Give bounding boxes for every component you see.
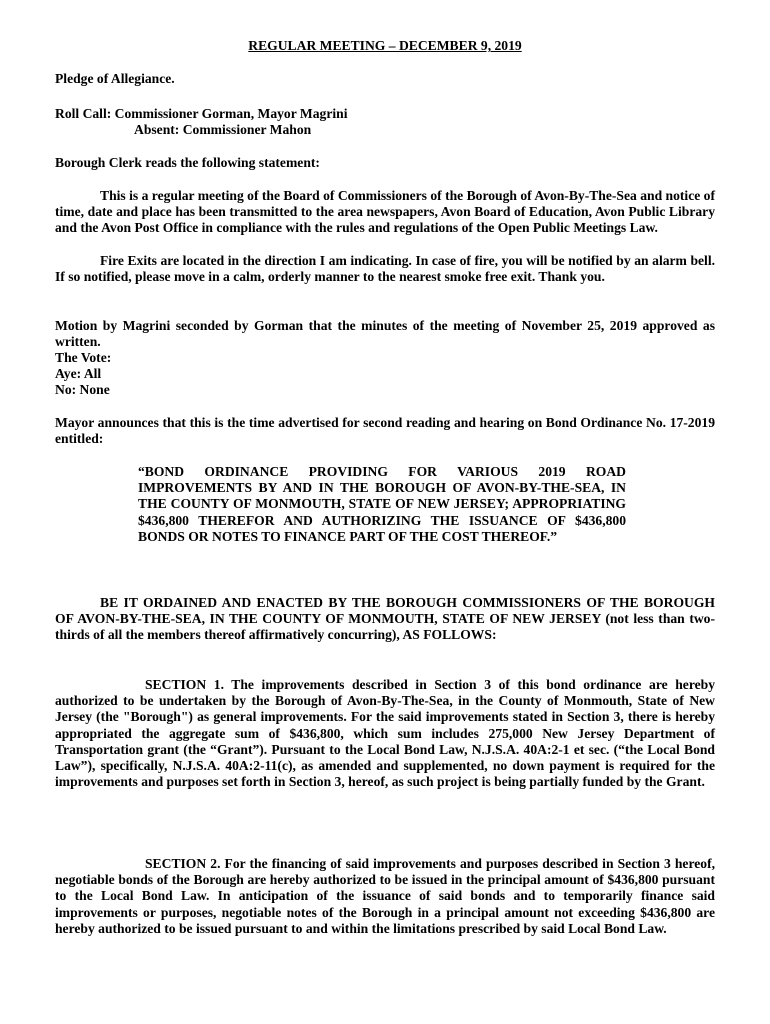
motion-paragraph: Motion by Magrini seconded by Gorman that the minutes of the meeting of November 25, 2019 approved as written. — [55, 318, 715, 350]
be-it-ordained-paragraph: BE IT ORDAINED AND ENACTED BY THE BOROUGH COMMISSIONERS OF THE BOROUGH OF AVON-BY-THE-SEA, IN THE COUNTY OF MONMOUTH, STATE OF NEW JERSEY (not less than two-thirds of all the members thereof affirmatively concurring), AS FOLLOWS: — [55, 595, 715, 643]
roll-call-block — [55, 106, 715, 138]
ordinance-title-quote: “BOND ORDINANCE PROVIDING FOR VARIOUS 2019 ROAD IMPROVEMENTS BY AND IN THE BOROUGH OF AVON-BY-THE-SEA, IN THE COUNTY OF MONMOUTH, STATE OF NEW JERSEY; APPROPRIATING $436,800 THEREFOR AND AUTHORIZING THE ISSUANCE OF $436,800 BONDS OR NOTES TO FINANCE PART OF THE COST THEREOF.” — [138, 464, 626, 544]
absent-line: Absent: Commissioner Mahon — [134, 122, 312, 138]
statement-paragraph-2: Fire Exits are located in the direction I am indicating. In case of fire, you will be notified by an alarm bell. If so notified, please move in a calm, orderly manner to the nearest smoke free exit. Thank you. — [55, 253, 715, 285]
clerk-intro: Borough Clerk reads the following statement: — [55, 155, 320, 170]
vote-no: No: None — [55, 382, 110, 398]
section-2-paragraph: SECTION 2. For the financing of said improvements and purposes described in Section 3 hereof, negotiable bonds of the Borough are hereby authorized to be issued in the principal amount of $436,800 pursuant to the Local Bond Law. In anticipation of the issuance of said bonds and to temporarily finance said improvements or purposes, negotiable notes of the Borough in a principal amount not exceeding $436,800 are hereby authorized to be issued pursuant to and within the limitations prescribed by said Local Bond Law. — [55, 856, 715, 936]
vote-block — [55, 350, 715, 399]
pledge-line: Pledge of Allegiance. — [55, 71, 175, 86]
vote-aye: Aye: All — [55, 366, 102, 382]
mayor-announcement: Mayor announces that this is the time advertised for second reading and hearing on Bond Ordinance No. 17-2019 entitled: — [55, 415, 715, 447]
statement-paragraph-1: This is a regular meeting of the Board of Commissioners of the Borough of Avon-By-The-Sea and notice of time, date and place has been transmitted to the area newspapers, Avon Board of Education, Avon Public Library and the Avon Post Office in compliance with the rules and regulations of the Open Public Meetings Law. — [55, 188, 715, 236]
section-1-paragraph: SECTION 1. The improvements described in Section 3 of this bond ordinance are hereby authorized to be undertaken by the Borough of Avon-By-The-Sea, in the County of Monmouth, State of New Jersey (the "Borough") as general improvements. For the said improvements stated in Section 3, there is hereby appropriated the aggregate sum of $436,800, which sum includes 275,000 New Jersey Department of Transportation grant (the “Grant”). Pursuant to the Local Bond Law, N.J.S.A. 40A:2-1 et sec. (“the Local Bond Law”), specifically, N.J.S.A. 40A:2-11(c), as amended and supplemented, no down payment is required for the improvements and purposes set forth in Section 3, hereof, as such project is being partially funded by the Grant. — [55, 677, 715, 790]
vote-label: The Vote: — [55, 350, 112, 365]
roll-call-line: Roll Call: Commissioner Gorman, Mayor Magrini — [55, 106, 348, 121]
page-title: REGULAR MEETING – DECEMBER 9, 2019 — [248, 38, 522, 53]
